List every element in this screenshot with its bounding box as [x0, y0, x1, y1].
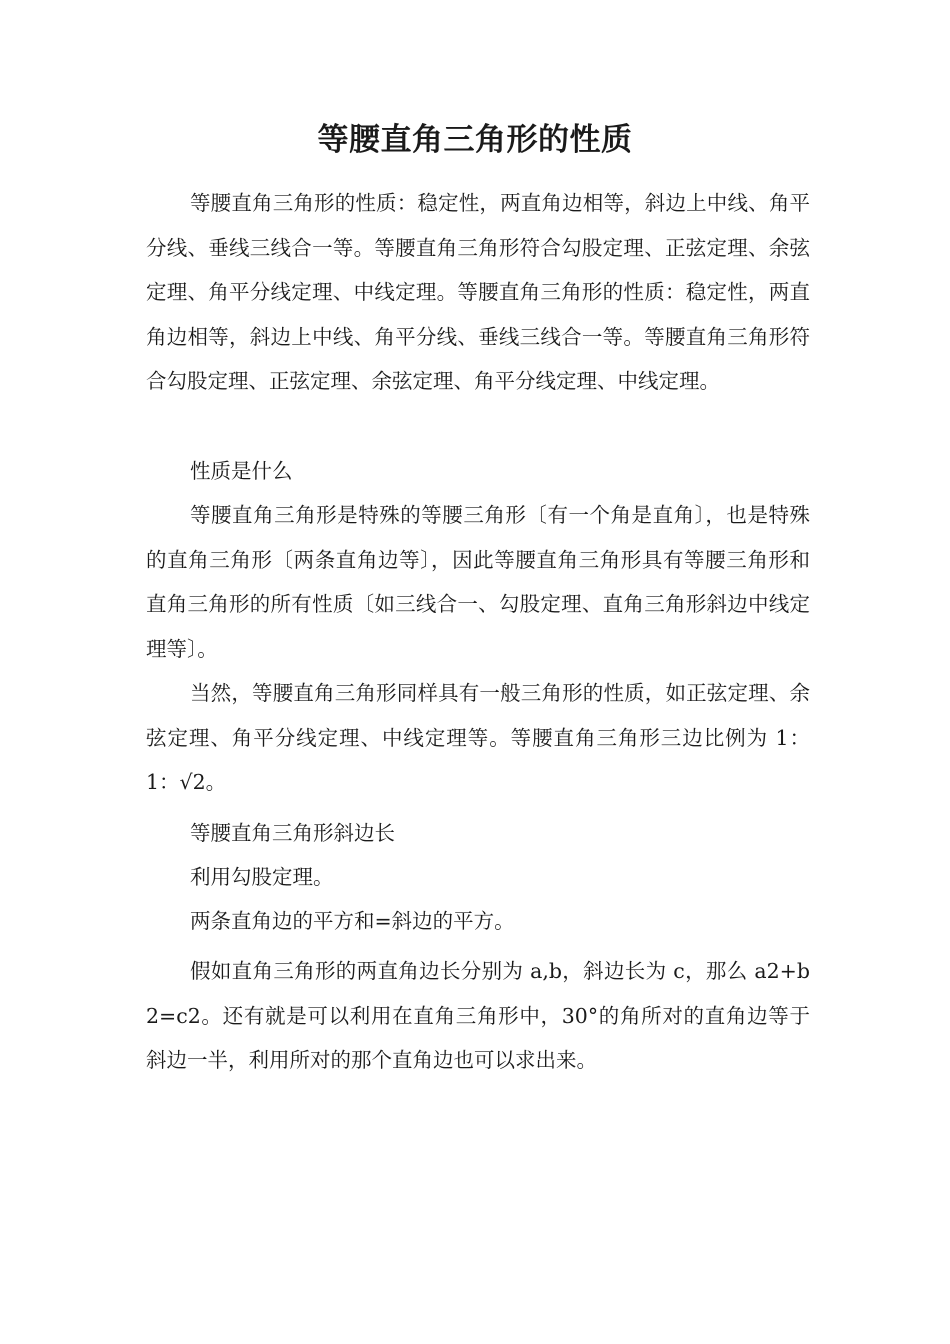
paragraph-general-properties: 当然，等腰直角三角形同样具有一般三角形的性质，如正弦定理、余弦定理、角平分线定理、中线定理等。等腰直角三角形三边比例为 1：1：√2。: [146, 681, 810, 795]
paragraph-properties-intro: 等腰直角三角形的性质：稳定性，两直角边相等，斜边上中线、角平分线、垂线三线合一等。等腰直角三角形符合勾股定理、正弦定理、余弦定理、角平分线定理、中线定理。等腰直角三角形的性质：稳定性，两直角边相等，斜边上中线、角平分线、垂线三线合一等。等腰直角三角形符合勾股定理、正弦定理、余弦定理、角平分线定理、中线定理。: [146, 191, 810, 394]
paragraph-special-triangle: 等腰直角三角形是特殊的等腰三角形〔有一个角是直角〕，也是特殊的直角三角形〔两条直角边等〕，因此等腰直角三角形具有等腰三角形和直角三角形的所有性质〔如三线合一、勾股定理、直角三角形斜边中线定理等〕。: [146, 503, 810, 661]
paragraph-heading-what-are-properties: 性质是什么: [190, 459, 293, 483]
paragraph-formula-explanation: 假如直角三角形的两直角边长分别为 a,b，斜边长为 c，那么 a2+b2=c2。还有就是可以利用在直角三角形中，30°的角所对的直角边等于斜边一半，利用所对的那个直角边也可以求出来。: [146, 959, 810, 1073]
document-title: 等腰直角三角形的性质: [317, 122, 633, 158]
paragraph-heading-hypotenuse-length: 等腰直角三角形斜边长: [190, 821, 395, 845]
paragraph-use-pythagorean: 利用勾股定理。: [190, 865, 334, 889]
paragraph-sum-of-squares: 两条直角边的平方和=斜边的平方。: [190, 909, 515, 933]
